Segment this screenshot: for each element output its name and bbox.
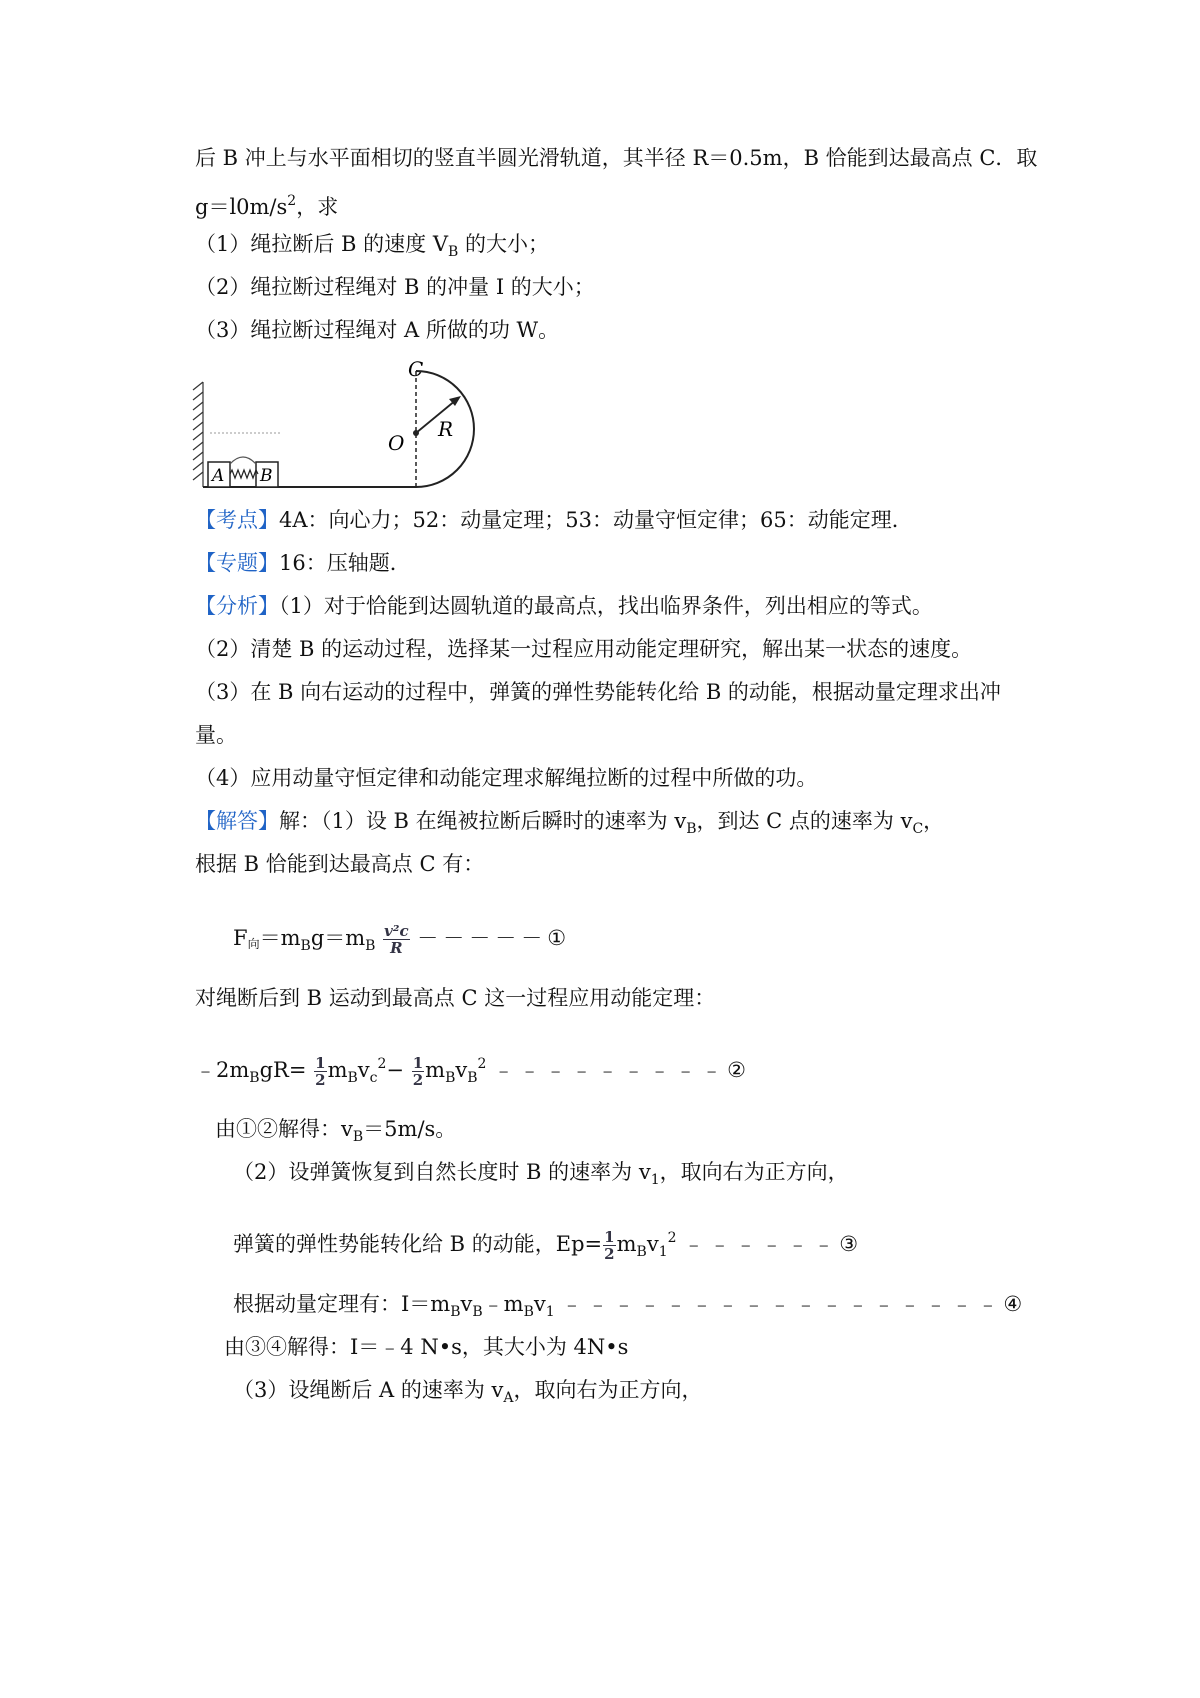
equation-1: F向$=m_Bg=m_B$ $\frac{\text{v²c}}{R}$ －－－－－①: [233, 922, 567, 957]
question-1: （1）绳拉断后 B 的速度 $V_B$ 的大小；: [195, 232, 549, 260]
zhuanti: 【专题】16：压轴题．: [195, 551, 411, 575]
fenxi-3a: （3）在 B 向右运动的过程中，弹簧的弹性势能转化给 B 的动能，根据动量定理求出冲: [195, 680, 1001, 704]
problem-line-1: 后 B 冲上与水平面相切的竖直半圆光滑轨道，其半径 R＝0.5m，B 恰能到达最高点 C．取: [195, 146, 1038, 170]
equation-2: $﹣2m_BgR=$ $\frac{1}{2}$ $m_Bv_c^2-$ $\frac{1}{2}$ $m_Bv_B^2$ ﹣﹣﹣﹣﹣﹣﹣﹣﹣②: [195, 1054, 746, 1089]
track-figure: [190, 360, 490, 492]
spring: [230, 470, 258, 478]
jieda-1: 【解答】解：（1）设 B 在绳被拉断后瞬时的速率为 $v_B$，到达 C 点的速率为 $v_C$，: [195, 809, 945, 837]
result-1: 由①②解得：$v_B=5m/s$。: [215, 1117, 457, 1145]
label-r: R: [438, 417, 454, 441]
fenxi-3b: 量。: [195, 723, 237, 747]
equation-4: 根据动量定理有：$I=m_Bv_B﹣m_Bv_1$ ﹣﹣﹣﹣﹣﹣﹣﹣﹣﹣﹣﹣﹣﹣﹣﹣﹣④: [233, 1292, 1023, 1320]
fraction-half: $\frac{1}{2}$: [604, 1228, 615, 1263]
fraction-half: $\frac{1}{2}$: [315, 1054, 326, 1089]
problem-line-2: $g=l0m/s^2$，求: [195, 193, 339, 219]
rope: [230, 457, 256, 464]
jieda-3: 对绳断后到 B 运动到最高点 C 这一过程应用动能定理：: [195, 986, 716, 1010]
label-a: A: [212, 466, 225, 486]
jieda-4: （2）设弹簧恢复到自然长度时 B 的速率为 $v_1$，取向右为正方向，: [233, 1160, 849, 1188]
fraction-half: $\frac{1}{2}$: [412, 1054, 424, 1089]
fenxi-4: （4）应用动量守恒定律和动能定理求解绳拉断的过程中所做的功。: [195, 766, 818, 790]
label-o: O: [388, 431, 405, 455]
question-3: （3）绳拉断过程绳对 A 所做的功 W。: [195, 318, 560, 342]
fraction-vc2-over-r: $\frac{\text{v²c}}{R}$: [384, 922, 409, 957]
jieda-2: 根据 B 恰能到达最高点 C 有：: [195, 852, 485, 876]
equation-3: 弹簧的弹性势能转化给 B 的动能，Ep= $\frac{1}{2}$ $m_Bv_1^2$ ﹣﹣﹣﹣﹣﹣③: [233, 1228, 859, 1263]
wall-hatching: [193, 382, 203, 487]
fenxi-2: （2）清楚 B 的运动过程，选择某一过程应用动能定理研究，解出某一状态的速度。: [195, 637, 973, 661]
question-2: （2）绳拉断过程绳对 B 的冲量 I 的大小；: [195, 275, 595, 299]
result-2: 由③④解得：I＝﹣4 N•s，其大小为 4N•s: [224, 1335, 629, 1359]
label-b: B: [260, 466, 273, 486]
kaodian: 【考点】4A：向心力；52：动量定理；53：动量守恒定律；65：动能定理．: [195, 508, 913, 532]
fenxi-1: 【分析】（1）对于恰能到达圆轨道的最高点，找出临界条件，列出相应的等式。: [195, 594, 933, 618]
label-c: C: [408, 360, 424, 381]
jieda-5: （3）设绳断后 A 的速率为 $v_A$，取向右为正方向，: [233, 1378, 703, 1406]
